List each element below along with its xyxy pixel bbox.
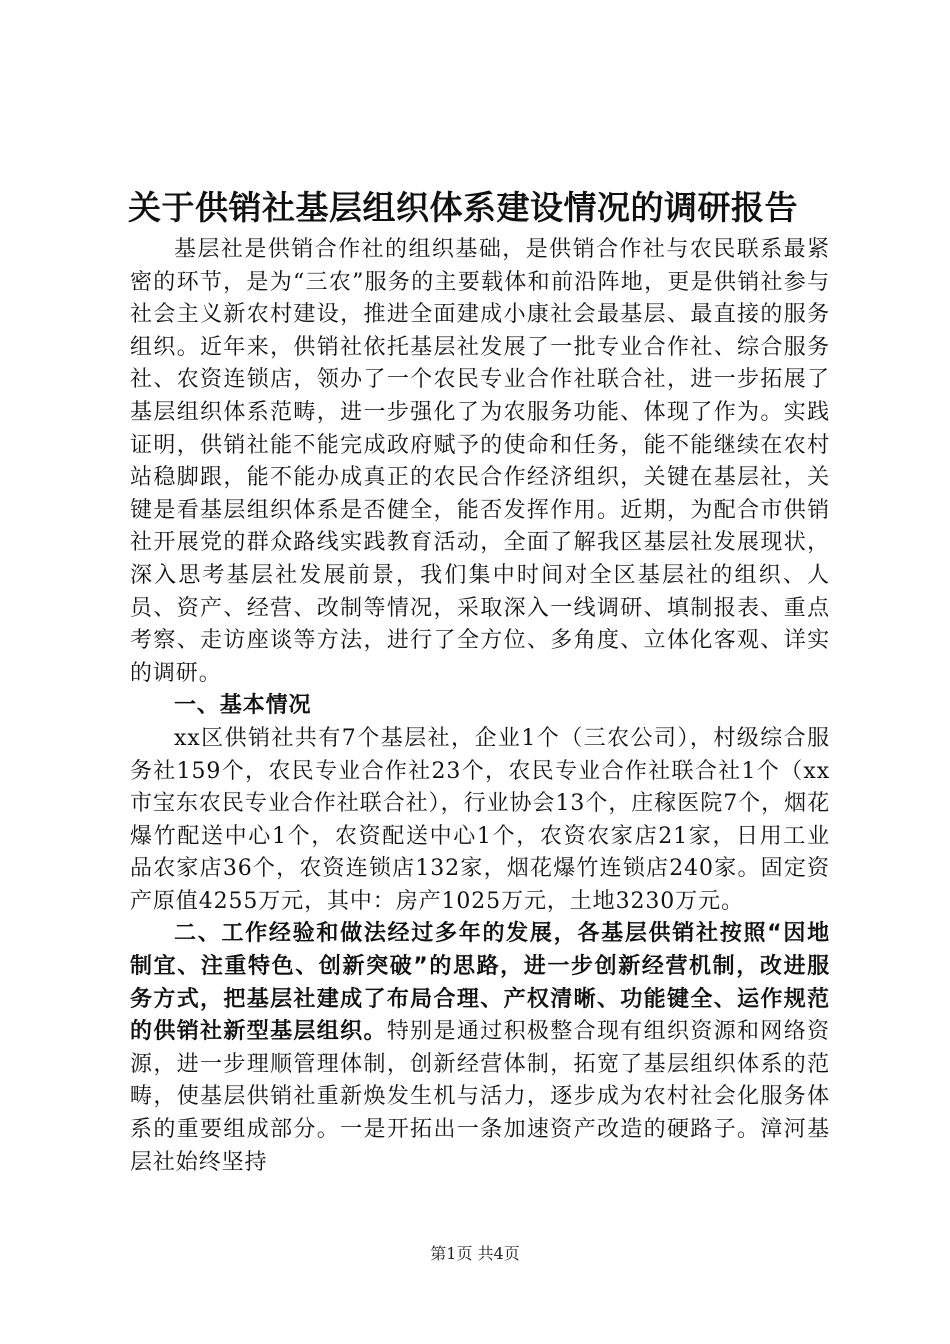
experience-paragraph (130, 918, 830, 1179)
page-footer: 第1页 共4页 (430, 1244, 520, 1263)
section-heading-basic-situation: 一、基本情况 (174, 693, 312, 719)
document-body (130, 234, 830, 1179)
intro-paragraph: 基层社是供销合作社的组织基础，是供销合作社与农民联系最紧密的环节，是为“三农”服务的主要载体和前沿阵地，更是供销社参与社会主义新农村建设，推进全面建成小康社会最基层、最直接的服务组织。近年来，供销社依托基层社发展了一批专业合作社、综合服务社、农资连锁店，领办了一个农民专业合作社联合社，进一步拓展了基层组织体系范畴，进一步强化了为农服务功能、体现了作为。实践证明，供销社能不能完成政府赋予的使命和任务，能不能继续在农村站稳脚跟，能不能办成真正的农民合作经济组织，关键在基层社，关键是看基层组织体系是否健全，能否发挥作用。近期，为配合市供销社开展党的群众路线实践教育活动，全面了解我区基层社发展现状，深入思考基层社发展前景，我们集中时间对全区基层社的组织、人员、资产、经营、改制等情况，采取深入一线调研、填制报表、重点考察、走访座谈等方法，进行了全方位、多角度、立体化客观、详实的调研。 (130, 237, 830, 686)
basic-situation-paragraph: xx区供销社共有7个基层社，企业1个（三农公司），村级综合服务社159个，农民专业合作社23个，农民专业合作社联合社1个（xx市宝东农民专业合作社联合社），行业协会13个，庄稼医院7个，烟花爆竹配送中心1个，农资配送中心1个，农资农家店21家，日用工业品农家店36个，农资连锁店132家，烟花爆竹连锁店240家。固定资产原值4255万元，其中：房产1025万元，土地3230万元。 (130, 725, 830, 914)
experience-body-text: 特别是通过积极整合现有组织资源和网络资源，进一步理顺管理体制，创新经营体制，拓宽了基层组织体系的范畴，使基层供销社重新焕发生机与活力，逐步成为农村社会化服务体系的重要组成部分。一是开拓出一条加速资产改造的硬路子。漳河基层社始终坚持 (130, 1019, 830, 1175)
document-title: 关于供销社基层组织体系建设情况的调研报告 (128, 188, 798, 227)
experience-heading-text: 二、工作经验和做法经过多年的发展，各基层供销社按照“因地制宜、注重特色、创新突破”的思路，进一步创新经营机制，改进服务方式，把基层社建成了布局合理、产权清晰、功能键全、运作规范的供销社新型基层组织。 (130, 921, 830, 1045)
